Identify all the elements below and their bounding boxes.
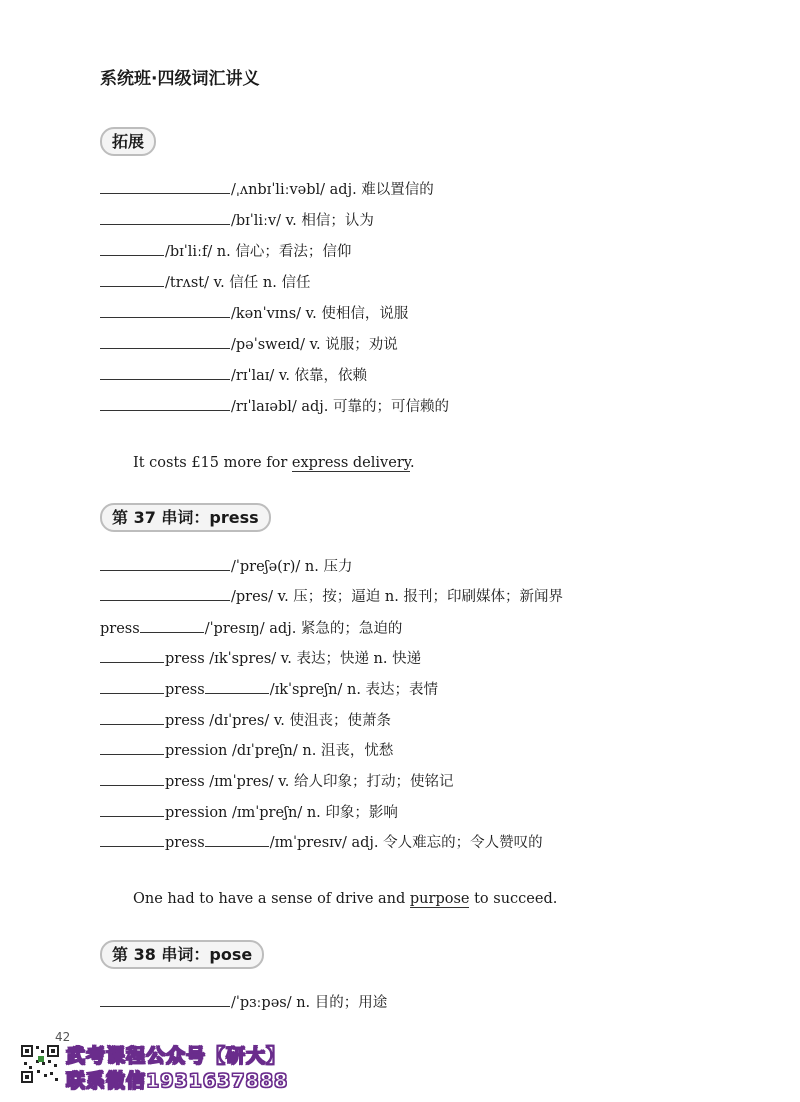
- vocab-line: [100, 831, 543, 852]
- vocab-line: [100, 209, 374, 230]
- vocab-definition: /ˌʌnbɪˈliːvəbl/ adj. 难以置信的: [231, 182, 434, 198]
- fill-blank[interactable]: [100, 647, 164, 663]
- page-number: 42: [55, 1030, 71, 1044]
- fill-blank[interactable]: [100, 555, 230, 571]
- page-header-title: 系统班·四级词汇讲义: [100, 69, 260, 89]
- fill-blank[interactable]: [100, 395, 230, 411]
- vocab-definition: /rɪˈlaɪəbl/ adj. 可靠的；可信赖的: [231, 399, 449, 415]
- vocab-definition: /pəˈsweɪd/ v. 说服；劝说: [231, 337, 398, 353]
- section-tag-extension: 拓展: [100, 127, 156, 156]
- fill-blank[interactable]: [205, 678, 269, 694]
- word-root: press: [165, 651, 205, 667]
- word-root: press: [165, 682, 205, 698]
- vocab-line: [100, 585, 563, 606]
- word-root: pression: [165, 805, 228, 821]
- fill-blank[interactable]: [140, 617, 204, 633]
- vocab-line: [100, 770, 453, 791]
- fill-blank[interactable]: [100, 831, 164, 847]
- vocab-line: [100, 364, 367, 385]
- fill-blank[interactable]: [100, 271, 164, 287]
- vocab-line: [100, 991, 387, 1012]
- vocab-line: [100, 333, 398, 354]
- vocab-definition: /bɪˈliːf/ n. 信心；看法；信仰: [165, 244, 352, 260]
- underlined-phrase: express delivery: [291, 455, 411, 471]
- vocab-line: [100, 240, 351, 261]
- vocab-definition: /ˈpreʃə(r)/ n. 压力: [231, 559, 353, 575]
- fill-blank[interactable]: [100, 678, 164, 694]
- vocab-definition: /ɪkˈspres/ v. 表达；快递 n. 快递: [204, 651, 422, 667]
- fill-blank[interactable]: [100, 709, 164, 725]
- vocab-definition: /trʌst/ v. 信任 n. 信任: [165, 275, 311, 291]
- footer-ad-line: 武考课程公众号【研大】: [66, 1045, 287, 1067]
- word-root: press: [165, 713, 205, 729]
- vocab-line: [100, 647, 421, 668]
- vocab-definition: /ˈpɜːpəs/ n. 目的；用途: [231, 995, 388, 1011]
- underlined-phrase: purpose: [409, 891, 470, 907]
- word-root: press: [165, 774, 205, 790]
- vocab-definition: /bɪˈliːv/ v. 相信；认为: [231, 213, 374, 229]
- example-sentence: One had to have a sense of drive and purpose to succeed.: [133, 891, 558, 907]
- fill-blank[interactable]: [100, 302, 230, 318]
- fill-blank[interactable]: [100, 991, 230, 1007]
- vocab-definition: /rɪˈlaɪ/ v. 依靠，依赖: [231, 368, 368, 384]
- vocab-line: [100, 709, 391, 730]
- section-tag-pose: 第 38 串词：pose: [100, 940, 264, 969]
- fill-blank[interactable]: [100, 178, 230, 194]
- word-root: press: [100, 621, 140, 637]
- section-tag-press: 第 37 串词：press: [100, 503, 271, 532]
- footer-ad-line: 联系微信1931637888: [66, 1070, 289, 1092]
- vocab-line: [100, 555, 352, 576]
- vocab-line: [100, 395, 449, 416]
- fill-blank[interactable]: [100, 770, 164, 786]
- fill-blank[interactable]: [205, 831, 269, 847]
- vocab-line: [100, 801, 398, 822]
- qr-code-icon: [20, 1044, 60, 1084]
- fill-blank[interactable]: [100, 739, 164, 755]
- vocab-definition: /ɪkˈspreʃn/ n. 表达；表情: [269, 682, 439, 698]
- word-root: press: [165, 835, 205, 851]
- vocab-definition: /ˈpresɪŋ/ adj. 紧急的；急迫的: [204, 621, 403, 637]
- vocab-line: [100, 678, 438, 699]
- fill-blank[interactable]: [100, 585, 230, 601]
- vocab-line: [100, 178, 434, 199]
- fill-blank[interactable]: [100, 801, 164, 817]
- vocab-definition: /pres/ v. 压；按；逼迫 n. 报刊；印刷媒体；新闻界: [231, 589, 563, 605]
- vocab-definition: /ɪmˈpreʃn/ n. 印象；影响: [227, 805, 398, 821]
- vocab-line: [100, 617, 402, 638]
- fill-blank[interactable]: [100, 240, 164, 256]
- vocab-definition: /ɪmˈpresɪv/ adj. 令人难忘的；令人赞叹的: [269, 835, 543, 851]
- fill-blank[interactable]: [100, 209, 230, 225]
- vocab-definition: /ɪmˈpres/ v. 给人印象；打动；使铭记: [204, 774, 454, 790]
- fill-blank[interactable]: [100, 364, 230, 380]
- vocab-line: [100, 739, 393, 760]
- word-root: pression: [165, 743, 228, 759]
- vocab-line: [100, 302, 408, 323]
- vocab-line: [100, 271, 310, 292]
- vocab-definition: /kənˈvɪns/ v. 使相信，说服: [231, 306, 409, 322]
- vocab-definition: /dɪˈpres/ v. 使沮丧；使萧条: [204, 713, 392, 729]
- vocab-definition: /dɪˈpreʃn/ n. 沮丧，忧愁: [227, 743, 394, 759]
- fill-blank[interactable]: [100, 333, 230, 349]
- example-sentence: It costs £15 more for express delivery.: [133, 455, 415, 471]
